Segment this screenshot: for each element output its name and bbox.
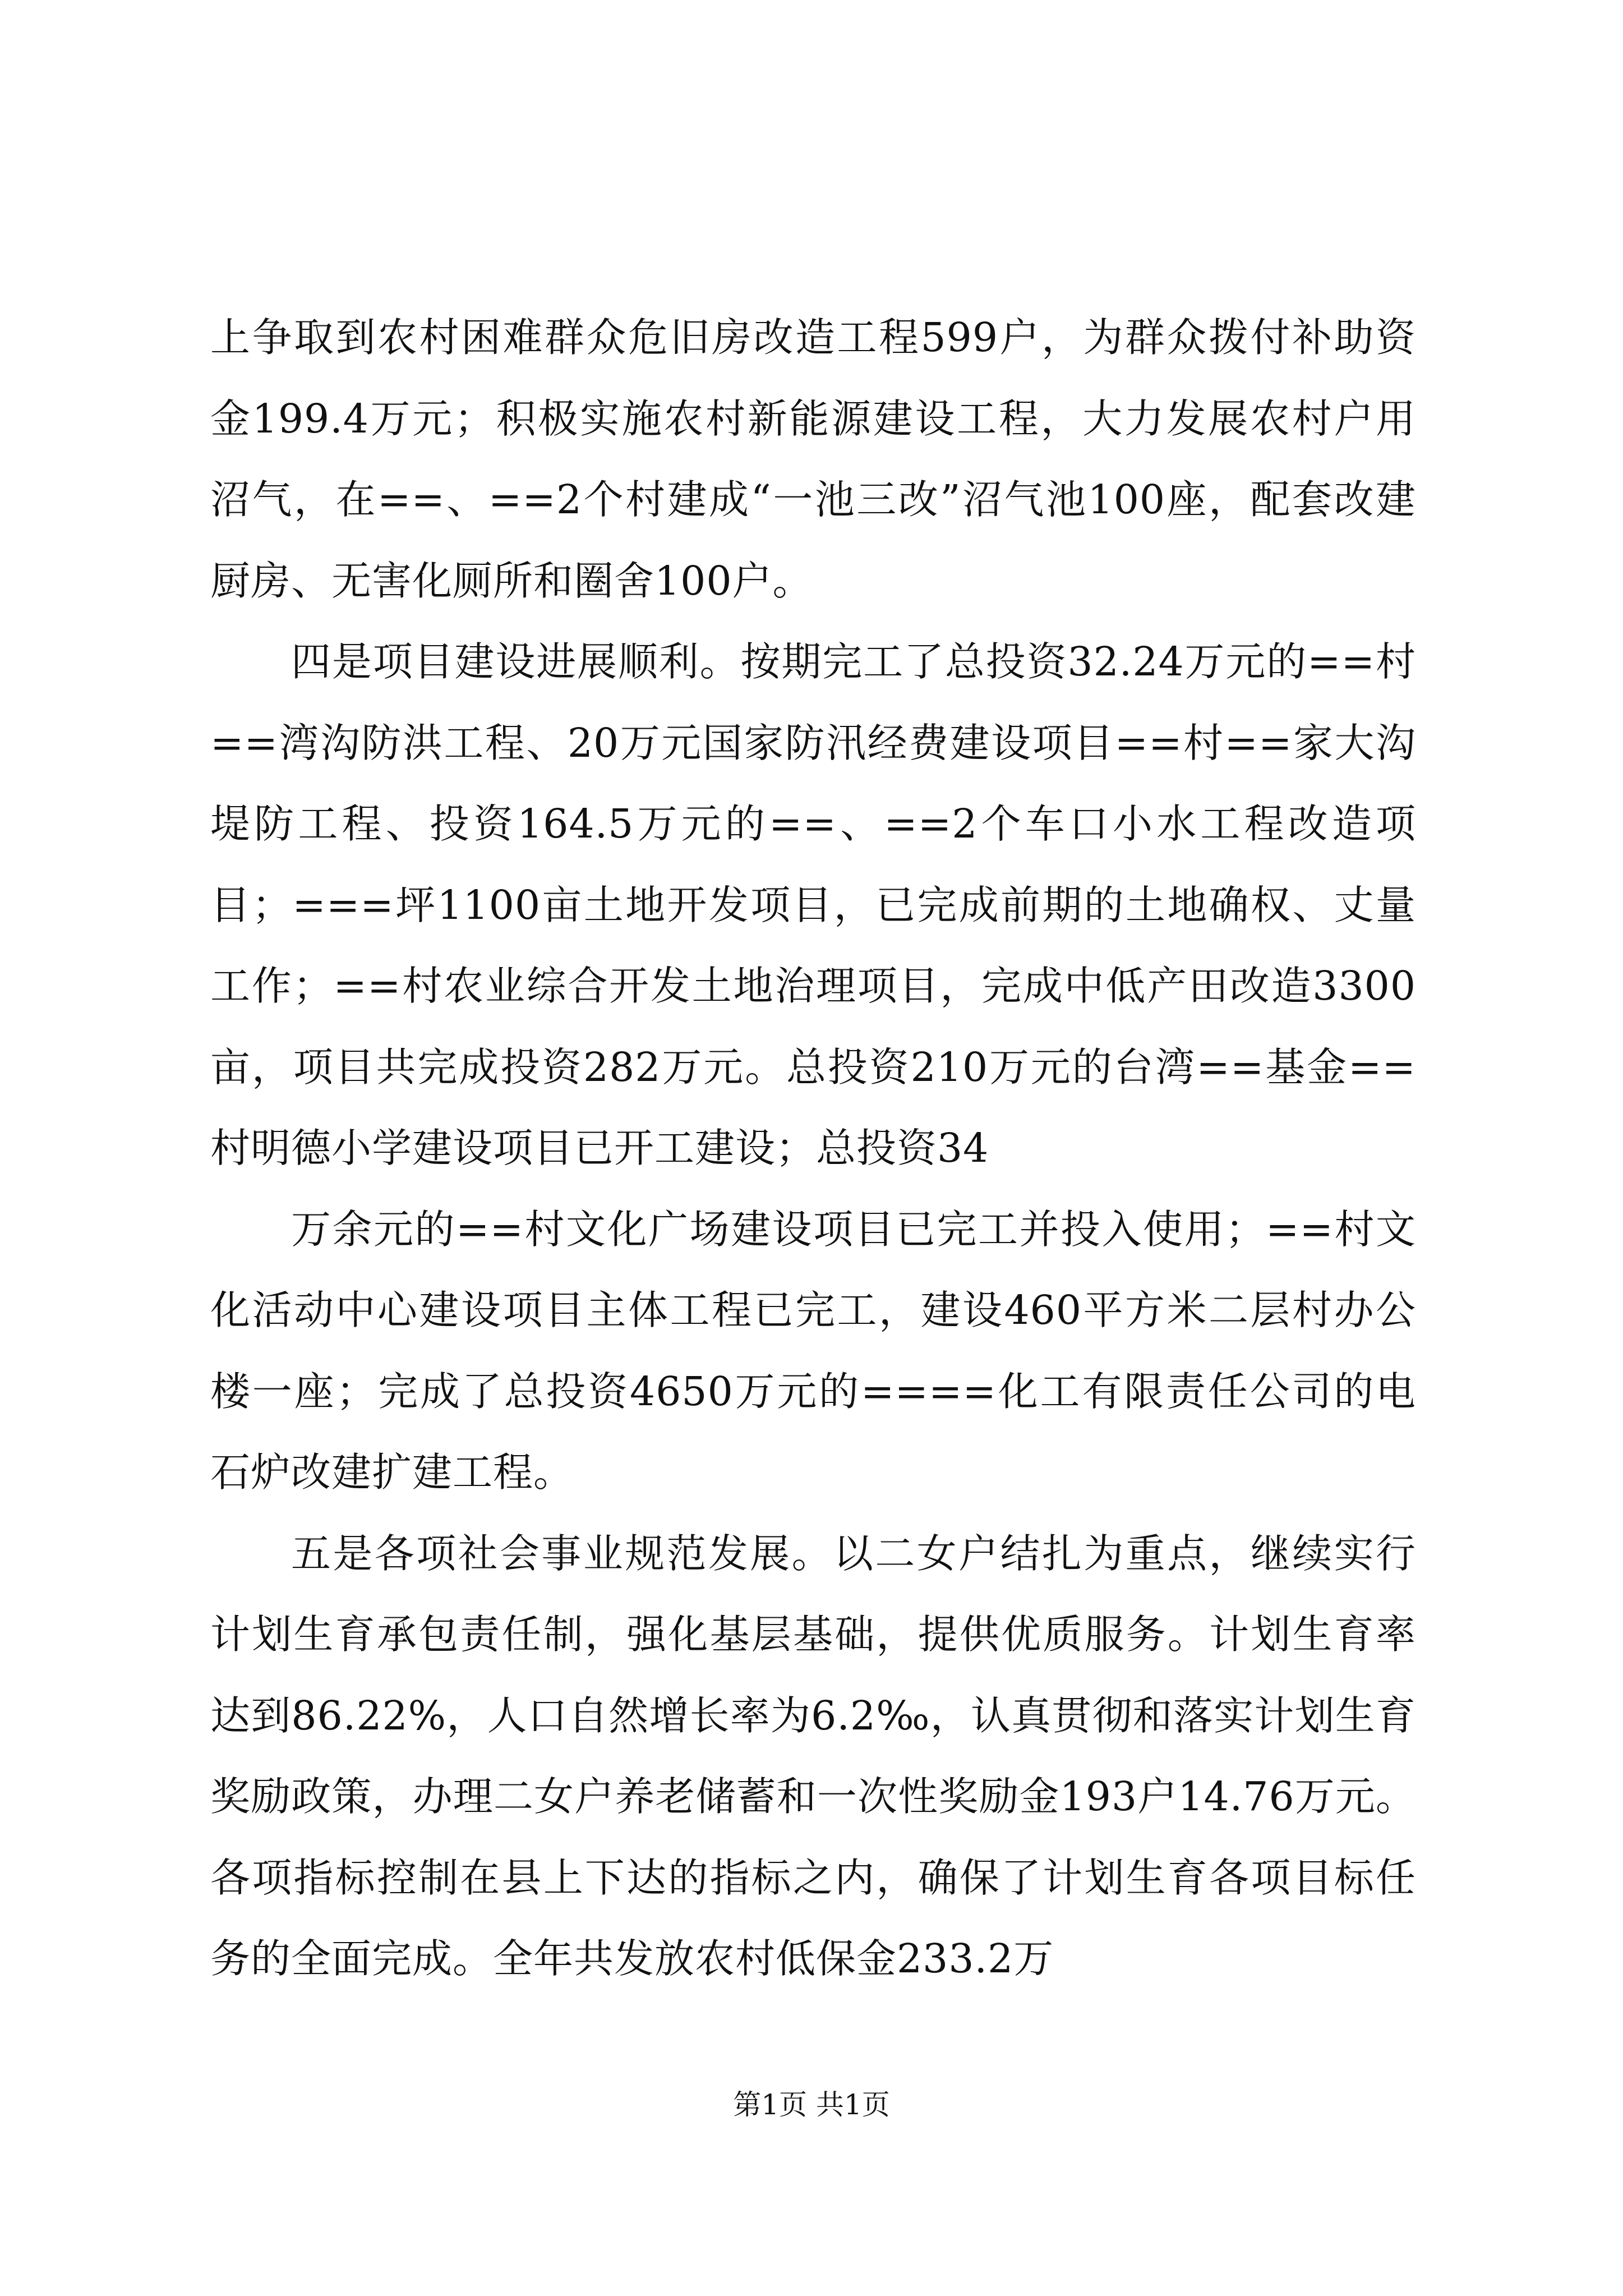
page-number-label: 第1页 共1页 [733, 2088, 890, 2121]
document-body [210, 297, 1416, 2000]
paragraph-2: 四是项目建设进展顺利。按期完工了总投资32.24万元的==村==湾沟防洪工程、20万元国家防汛经费建设项目==村==家大沟堤防工程、投资164.5万元的==、==2个车口小水工程改造项目；===坪1100亩土地开发项目，已完成前期的土地确权、丈量工作；==村农业综合开发土地治理项目，完成中低产田改造3300亩，项目共完成投资282万元。总投资210万元的台湾==基金==村明德小学建设项目已开工建设；总投资34 [210, 638, 1416, 1171]
page-footer [0, 2088, 1623, 2122]
paragraph-4: 五是各项社会事业规范发展。以二女户结扎为重点，继续实行计划生育承包责任制，强化基层基础，提供优质服务。计划生育率达到86.22%，人口自然增长率为6.2‰，认真贯彻和落实计划生育奖励政策，办理二女户养老储蓄和一次性奖励金193户14.76万元。各项指标控制在县上下达的指标之内，确保了计划生育各项目标任务的全面完成。全年共发放农村低保金233.2万 [210, 1530, 1416, 1982]
paragraph-3: 万余元的==村文化广场建设项目已完工并投入使用；==村文化活动中心建设项目主体工程已完工，建设460平方米二层村办公楼一座；完成了总投资4650万元的====化工有限责任公司的电石炉改建扩建工程。 [210, 1205, 1416, 1496]
paragraph-1: 上争取到农村困难群众危旧房改造工程599户，为群众拨付补助资金199.4万元；积极实施农村新能源建设工程，大力发展农村户用沼气，在==、==2个村建成“一池三改”沼气池100座，配套改建厨房、无害化厕所和圈舍100户。 [210, 314, 1416, 604]
